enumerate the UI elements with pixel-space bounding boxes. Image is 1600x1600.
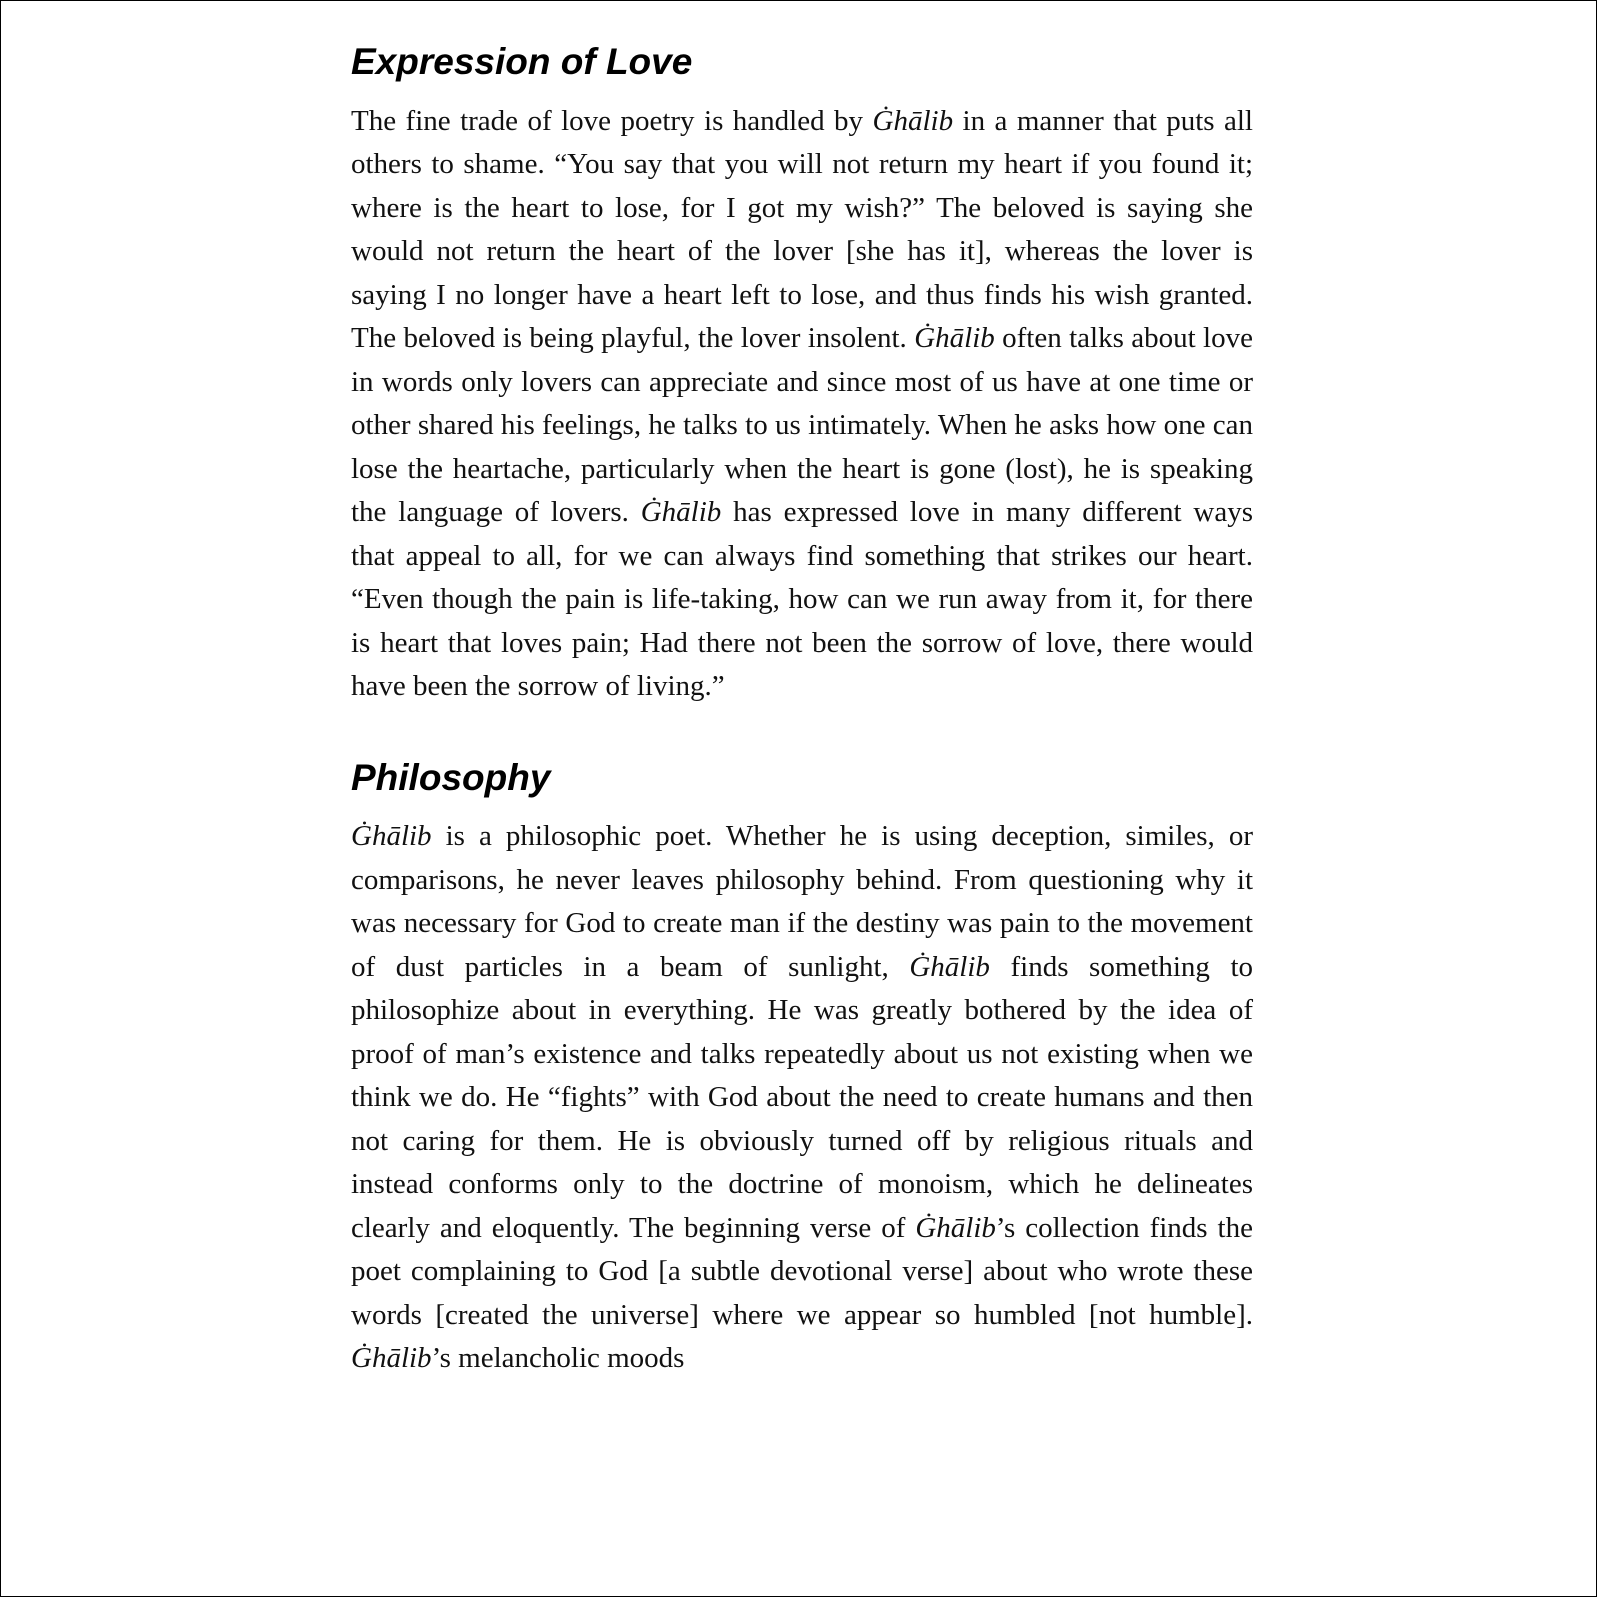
section-heading-expression-of-love: Expression of Love (351, 41, 693, 82)
poet-name-italic: Ġhālib (872, 104, 954, 137)
poet-name-italic: Ġhālib (915, 1211, 996, 1244)
paragraph-expression-of-love: The fine trade of love poetry is handled by Ġhālib in a manner that puts all others to shame. “You say that you will not return my heart if you found it; where is the heart to lose, for I got my wish?” The beloved is saying she would not return the heart of the lover [she has it], whereas the lover is saying I no longer have a heart left to lose, and thus finds his wish granted. The beloved is being playful, the lover insolent. Ġhālib often talks about love in words only lovers can appreciate and since most of us have at one time or other shared his feelings, he talks to us intimately. When he asks how one can lose the heartache, particularly when the heart is gone (lost), he is speaking the language of lovers. Ġhālib has expressed love in many different ways that appeal to all, for we can always find something that strikes our heart. “Even though the pain is life-taking, how can we run away from it, for there is heart that loves pain; Had there not been the sorrow of love, there would have been the sorrow of living.” (351, 104, 1253, 703)
poet-name-italic: Ġhālib (914, 322, 995, 355)
paragraph-philosophy: Ġhālib is a philosophic poet. Whether he is using deception, similes, or comparisons, he never leaves philosophy behind. From questioning why it was necessary for God to create man if the destiny was pain to the movement of dust particles in a beam of sunlight, Ġhālib finds something to philosophize about in everything. He was greatly bothered by the idea of proof of man’s existence and talks repeatedly about us not existing when we think we do. He “fights” with God about the need to create humans and then not caring for them. He is obviously turned off by religious rituals and instead conforms only to the doctrine of monoism, which he delineates clearly and eloquently. The beginning verse of Ġhālib’s collection finds the poet complaining to God [a subtle devotional verse] about who wrote these words [created the universe] where we appear so humbled [not humble]. Ġhālib’s melancholic moods (351, 820, 1254, 1375)
poet-name-italic: Ġhālib (351, 1342, 432, 1375)
poet-name-italic: Ġhālib (640, 496, 722, 529)
section-heading-philosophy: Philosophy (351, 756, 551, 798)
page-content (351, 41, 1253, 1381)
poet-name-italic: Ġhālib (351, 820, 432, 853)
poet-name-italic: Ġhālib (909, 950, 990, 983)
